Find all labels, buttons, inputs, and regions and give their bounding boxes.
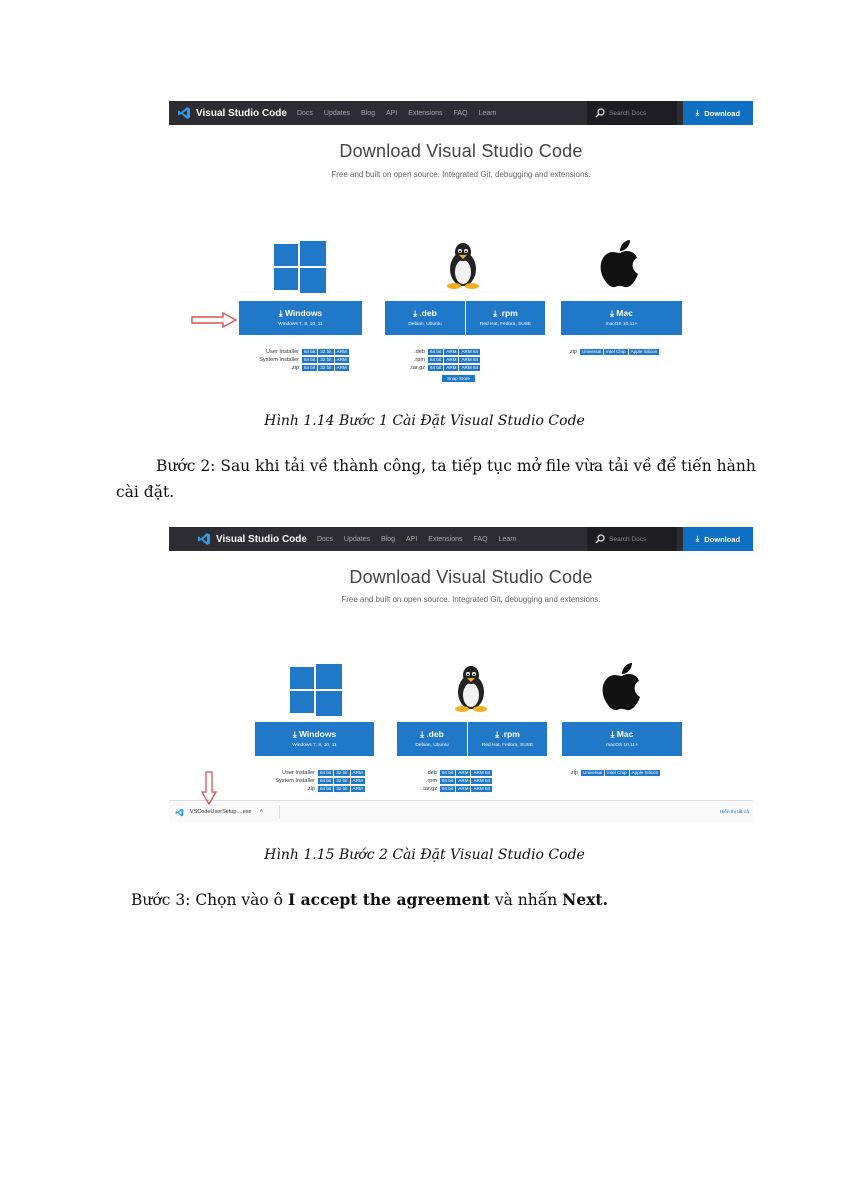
row-label: .zip: [290, 365, 299, 371]
linux-options: [395, 348, 481, 382]
rpm-download-button[interactable]: [466, 301, 545, 335]
row-label: .zip: [569, 770, 578, 776]
nav-download-label: Download: [704, 534, 741, 544]
nav-links: [297, 110, 508, 117]
option-row: [395, 348, 481, 356]
rpm-sub: Red Hat, Fedora, SUSE: [479, 322, 532, 327]
nav-link-extensions[interactable]: Extensions: [428, 535, 463, 543]
nav-download-button[interactable]: [683, 527, 753, 551]
chip[interactable]: 64 bit: [442, 770, 454, 775]
linux-tux-icon: [451, 664, 491, 712]
nav-link-api[interactable]: API: [385, 109, 398, 117]
linux-download-group: [397, 722, 547, 756]
rpm-label: .rpm: [499, 308, 518, 318]
mac-sub: macOS 10.11+: [605, 322, 638, 327]
row-label: System Installer: [259, 357, 299, 363]
arrow-right-icon: [191, 312, 237, 328]
chip[interactable]: Apple Silicon: [630, 349, 658, 354]
figure-caption-2: Hình 1.15 Bước 2 Cài Đặt Visual Studio Code: [264, 847, 585, 863]
chip[interactable]: 32 bit: [320, 357, 332, 362]
chip[interactable]: 64 bit: [320, 786, 332, 791]
nav-download-label: Download: [704, 108, 741, 118]
option-row: [407, 785, 493, 793]
row-label: User Installer: [266, 349, 299, 355]
screenshot-vscode-download-1: [169, 101, 753, 388]
chip[interactable]: ARM: [352, 778, 363, 783]
arrow-down-icon: [201, 771, 217, 805]
download-icon: ⤓: [610, 308, 617, 318]
chip[interactable]: ARM 64: [461, 357, 479, 362]
row-label: .tar.gz: [409, 365, 425, 371]
nav-link-api[interactable]: API: [405, 535, 418, 543]
option-row: [562, 769, 661, 777]
mac-label: Mac: [616, 308, 633, 318]
nav-link-docs[interactable]: Docs: [316, 535, 333, 543]
nav-link-faq[interactable]: FAQ: [473, 535, 488, 543]
option-row: [395, 364, 481, 372]
option-row: [239, 364, 350, 372]
download-icon: ⤓: [278, 308, 285, 318]
mac-options: [562, 769, 661, 777]
windows-options: [255, 769, 366, 793]
row-label: .tar.gz: [421, 786, 437, 792]
step3-middle: và nhấn: [489, 891, 563, 909]
chip[interactable]: ARM 64: [461, 365, 479, 370]
chip[interactable]: 32 bit: [320, 365, 332, 370]
option-row: [239, 348, 350, 356]
chip[interactable]: 64 bit: [430, 365, 442, 370]
mac-sub: macOS 10.11+: [606, 743, 638, 748]
rpm-label: .rpm: [501, 729, 520, 739]
row-label: .rpm: [425, 778, 437, 784]
page-title: Download Visual Studio Code: [349, 567, 593, 587]
apple-logo-icon: [601, 662, 643, 712]
divider: [279, 805, 280, 819]
show-all-downloads-link[interactable]: Hiển thị tất cả: [719, 809, 749, 815]
search-icon: [595, 534, 605, 544]
chip[interactable]: 32 bit: [336, 770, 348, 775]
linux-tux-icon: [443, 241, 483, 289]
chip[interactable]: 32 bit: [336, 786, 348, 791]
option-row: [255, 777, 366, 785]
chip[interactable]: ARM: [458, 786, 469, 791]
nav-link-learn[interactable]: Learn: [478, 109, 497, 117]
option-row: [561, 348, 660, 356]
chip[interactable]: 64 bit: [304, 365, 316, 370]
nav-links: [317, 536, 528, 543]
brand-name[interactable]: Visual Studio Code: [196, 107, 287, 119]
step3-next-text: Next.: [562, 890, 608, 909]
figure-caption-1: Hình 1.14 Bước 1 Cài Đặt Visual Studio Code: [264, 413, 585, 429]
page-title: Download Visual Studio Code: [339, 141, 583, 161]
step3-paragraph: [131, 887, 771, 913]
step3-accept-text: I accept the agreement: [287, 890, 490, 909]
row-label: .rpm: [413, 357, 425, 363]
chip[interactable]: ARM: [446, 365, 457, 370]
nav-download-button[interactable]: [683, 101, 753, 125]
windows-download-button[interactable]: [255, 722, 374, 756]
chip[interactable]: ARM: [446, 349, 457, 354]
row-label: .deb: [426, 770, 437, 776]
deb-sub: Debian, Ubuntu: [408, 322, 442, 327]
deb-sub: Debian, Ubuntu: [415, 743, 449, 748]
vscode-logo-icon: [197, 532, 211, 546]
option-row: [407, 769, 493, 777]
chip[interactable]: Apple Silicon: [631, 770, 659, 775]
chevron-up-icon[interactable]: ˄: [259, 809, 263, 815]
windows-sub: Windows 7, 8, 10, 11: [292, 743, 337, 748]
search-icon: [595, 108, 605, 118]
search-placeholder: Search Docs: [609, 535, 647, 543]
apple-logo-icon: [599, 239, 641, 289]
row-label: .deb: [414, 349, 425, 355]
windows-sub: Windows 7, 8, 10, 11: [278, 322, 323, 327]
chip[interactable]: 32 bit: [320, 349, 332, 354]
chip[interactable]: ARM: [458, 770, 469, 775]
download-icon: ⤓: [493, 308, 500, 318]
chip[interactable]: ARM 64: [473, 770, 491, 775]
mac-label: Mac: [616, 729, 634, 739]
step3-prefix: Bước 3: Chọn vào ô: [131, 891, 288, 909]
linux-download-group: [385, 301, 545, 335]
step2-paragraph: Bước 2: Sau khi tải về thành công, ta tiếp tục mở file vừa tải về để tiến hành cài đặt.: [116, 457, 756, 501]
chip[interactable]: 64 bit: [442, 786, 454, 791]
chip[interactable]: Universal: [583, 770, 603, 775]
page-subtitle: Free and built on open source. Integrated Git, debugging and extensions.: [331, 170, 591, 179]
chip[interactable]: ARM: [336, 357, 347, 362]
row-label: .zip: [568, 349, 577, 355]
nav-link-updates[interactable]: Updates: [323, 109, 350, 117]
row-label: .zip: [306, 786, 315, 792]
downloaded-file-item[interactable]: [175, 801, 263, 822]
chip[interactable]: ARM: [336, 365, 347, 370]
snap-store-button[interactable]: Snap Store: [442, 375, 475, 382]
windows-label: Windows: [298, 729, 337, 739]
option-row: [407, 777, 493, 785]
chip[interactable]: 64 bit: [430, 349, 442, 354]
nav-link-learn[interactable]: Learn: [498, 535, 517, 543]
browser-download-bar: [169, 800, 753, 822]
downloaded-file-name: VSCodeUserSetup....exe: [190, 809, 252, 815]
option-row: [255, 785, 366, 793]
download-icon: ⤓: [413, 308, 420, 318]
page-subtitle: Free and built on open source. Integrated Git, debugging and extensions.: [341, 595, 601, 604]
nav-link-extensions[interactable]: Extensions: [408, 109, 443, 117]
chip[interactable]: ARM 64: [473, 778, 491, 783]
row-label: System Installer: [275, 778, 315, 784]
search-box[interactable]: [587, 101, 677, 125]
download-icon: ⤓: [695, 534, 700, 543]
windows-label: Windows: [284, 308, 323, 318]
chip[interactable]: 64 bit: [304, 349, 316, 354]
chip[interactable]: ARM: [352, 770, 363, 775]
chip[interactable]: 64 bit: [442, 778, 454, 783]
mac-download-button[interactable]: [562, 722, 682, 756]
vscode-logo-icon: [177, 106, 191, 120]
chip[interactable]: 64 bit: [430, 357, 442, 362]
top-nav: [169, 101, 753, 125]
nav-link-blog[interactable]: Blog: [380, 535, 395, 543]
download-icon: ⤓: [495, 729, 502, 739]
deb-label: .deb: [426, 729, 444, 739]
rpm-sub: Red Hat, Fedora, SUSE: [481, 743, 534, 748]
deb-label: .deb: [419, 308, 437, 318]
chip[interactable]: Intel Chip: [607, 770, 627, 775]
windows-download-button[interactable]: [239, 301, 362, 335]
chip[interactable]: 32 bit: [336, 778, 348, 783]
rpm-download-button[interactable]: [468, 722, 547, 756]
chip[interactable]: 64 bit: [320, 778, 332, 783]
screenshot-vscode-download-2: [169, 527, 753, 822]
linux-options: [407, 769, 493, 793]
nav-link-docs[interactable]: Docs: [296, 109, 313, 117]
chip[interactable]: ARM: [446, 357, 457, 362]
chip[interactable]: Intel Chip: [606, 349, 626, 354]
chip[interactable]: 64 bit: [304, 357, 316, 362]
chip[interactable]: ARM 64: [461, 349, 479, 354]
option-row: [239, 356, 350, 364]
chip[interactable]: ARM: [336, 349, 347, 354]
row-label: User Installer: [282, 770, 315, 776]
chip[interactable]: ARM 64: [473, 786, 491, 791]
vscode-file-icon: [175, 808, 184, 817]
download-icon: ⤓: [610, 729, 617, 739]
option-row: [395, 356, 481, 364]
download-icon: ⤓: [292, 729, 299, 739]
download-icon: ⤓: [420, 729, 427, 739]
mac-options: [561, 348, 660, 356]
chip[interactable]: Universal: [582, 349, 602, 354]
chip[interactable]: ARM: [352, 786, 363, 791]
mac-download-button[interactable]: [561, 301, 682, 335]
nav-link-faq[interactable]: FAQ: [453, 109, 468, 117]
brand-name[interactable]: Visual Studio Code: [216, 533, 307, 545]
download-icon: ⤓: [695, 108, 700, 117]
nav-link-blog[interactable]: Blog: [360, 109, 375, 117]
search-box[interactable]: [587, 527, 677, 551]
deb-download-button[interactable]: [385, 301, 465, 335]
chip[interactable]: 64 bit: [320, 770, 332, 775]
nav-link-updates[interactable]: Updates: [343, 535, 370, 543]
windows-logo-icon: [290, 664, 342, 716]
windows-logo-icon: [274, 241, 326, 293]
top-nav: [169, 527, 753, 551]
chip[interactable]: ARM: [458, 778, 469, 783]
option-row: [255, 769, 366, 777]
search-placeholder: Search Docs: [609, 109, 647, 117]
deb-download-button[interactable]: [397, 722, 467, 756]
windows-options: [239, 348, 350, 372]
